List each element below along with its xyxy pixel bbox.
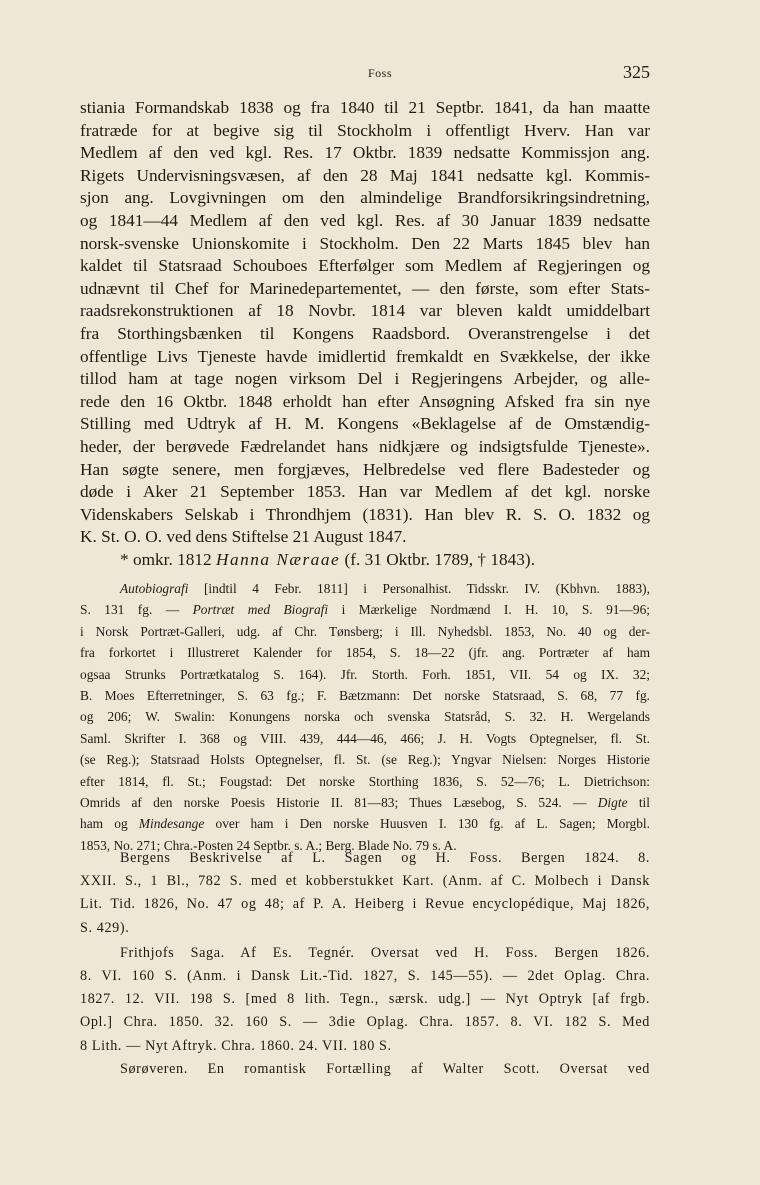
source-line: fra forkortet i Illustreret Kalender for 1854, S. 18—22 (jfr. ang. Portræter af ham — [80, 645, 650, 661]
running-header — [0, 62, 760, 86]
spouse-line — [80, 549, 650, 572]
spouse-prefix: * omkr. 1812 — [120, 549, 212, 569]
source-line: 1853, No. 271; Chra.-Posten 24 Septbr. s. A.; Berg. Blade No. 79 s. A. — [80, 837, 457, 853]
work-line: 8. VI. 160 S. (Anm. i Dansk Lit.-Tid. 1827, S. 145—55). — 2det Oplag. Chra. — [80, 968, 650, 985]
biography-line: offentlige Livs Tjeneste havde imidlertid fremkaldt en Svækkelse, der ikke — [80, 346, 650, 366]
work-line: XXII. S., 1 Bl., 782 S. med et kobberstukket Kart. (Anm. af C. Molbech i Dansk — [80, 873, 650, 890]
source-line: i Norsk Portræt-Galleri, udg. af Chr. Tønsberg; i Ill. Nyhedsbl. 1853, No. 40 og der- — [80, 623, 650, 639]
biography-line: norsk-svenske Unionskomite i Stockholm. Den 22 Marts 1845 blev han — [80, 233, 650, 253]
digte-title: Digte — [597, 795, 628, 811]
work-line: 1827. 12. VII. 198 S. [med 8 lith. Tegn., særsk. udg.] — Nyt Optryk [af frgb. — [80, 991, 650, 1008]
autobiografi-title: Autobiografi — [120, 581, 189, 596]
work-line: Opl.] Chra. 1850. 32. 160 S. — 3die Oplag. Chra. 1857. 8. VI. 182 S. Med — [80, 1014, 650, 1031]
biography-line: raadsrekonstruktionen af 18 Novbr. 1814 var bleven kaldt umiddelbart — [80, 301, 650, 321]
biography-line: udnævnt til Chef for Marinedepartementet, — den første, som efter Stats- — [80, 278, 650, 298]
biography-line: K. St. O. O. ved dens Stiftelse 21 August 1847. — [80, 527, 407, 547]
source-line: ham og Mindesange over ham i Den norske Huusven I. 130 fg. af L. Sagen; Morgbl. — [80, 816, 651, 832]
source-line: Autobiografi [indtil 4 Febr. 1811] i Personalhist. Tidsskr. IV. (Kbhvn. 1883), — [120, 581, 650, 596]
work-entry-bergens-beskrivelse: Bergens Beskrivelse af L. Sagen og H. Foss. Bergen 1824. 8. — [120, 850, 650, 866]
work-line: S. 429). — [80, 919, 130, 936]
work-line: 8 Lith. — Nyt Aftryk. Chra. 1860. 24. VII. 180 S. — [80, 1037, 392, 1054]
biography-line: Videnskabers Selskab i Throndhjem (1831). Han blev R. S. O. 1832 og — [80, 504, 650, 524]
source-line: Saml. Skrifter I. 368 og VIII. 439, 444—46, 466; J. H. Vogts Optegnelser, fl. St. — [80, 730, 650, 746]
source-line: ogsaa Strunks Portrætkatalog S. 164). Jfr. Storth. Forh. 1851, VII. 54 og IX. 32; — [80, 666, 650, 682]
biography-text — [80, 97, 650, 571]
source-line: S. 131 fg. — Portræt med Biografi i Mærkelige Nordmænd I. H. 10, S. 91—96; — [80, 602, 650, 618]
biography-line: fratræde for at begive sig til Stockholm i offentligt Hverv. Han var — [80, 120, 650, 140]
biography-line: stiania Formandskab 1838 og fra 1840 til 21 Septbr. 1841, da han maatte — [80, 98, 650, 117]
work-entry-soroveren: Sørøveren. En romantisk Fortælling af Walter Scott. Oversat ved — [120, 1060, 650, 1077]
biography-line: heder, der berøvede Fædrelandet hans nidkjære og indsigtsfulde Tjeneste». — [80, 436, 650, 456]
spouse-name: Hanna Næraae — [216, 549, 341, 569]
source-line: og 206; W. Swalin: Konungens norska och svenska Statsråd, S. 32. H. Wergelands — [80, 709, 650, 725]
sources-note — [80, 578, 650, 856]
mindesange-title: Mindesange — [138, 816, 205, 832]
biography-line: tillod ham at tage nogen virksom Del i Regjeringens Arbejder, og alle- — [80, 369, 650, 389]
works-list — [80, 847, 650, 1081]
portrait-title: Portræt med Biografi — [192, 602, 329, 618]
biography-line: Han søgte senere, men forgjæves, Helbredelse ved flere Badesteder og — [80, 459, 650, 479]
biography-line: Medlem af den ved kgl. Res. 17 Oktbr. 1839 nedsatte Kommissjon ang. — [80, 143, 650, 163]
spouse-dates: (f. 31 Oktbr. 1789, † 1843). — [344, 549, 536, 569]
biography-line: kaldet til Statsraad Schouboes Efterfølger som Medlem af Regjeringen og — [80, 256, 650, 276]
work-line: Lit. Tid. 1826, No. 47 og 48; af P. A. Heiberg i Revue encyclopédique, Maj 1826, — [80, 896, 650, 913]
source-line: B. Moes Efterretninger, S. 63 fg.; F. Bætzmann: Det norske Statsraad, S. 68, 77 fg. — [80, 688, 650, 704]
source-line: efter 1814, fl. St.; Fougstad: Det norske Storthing 1836, S. 52—76; L. Dietrichson: — [80, 773, 650, 789]
running-title: Foss — [367, 66, 392, 80]
biography-line: og 1841—44 Medlem af den ved kgl. Res. af 30 Januar 1839 nedsatte — [80, 210, 650, 230]
biography-line: Stilling med Udtryk af H. M. Kongens «Beklagelse af de Omstændig- — [80, 414, 650, 434]
source-line: (se Reg.); Statsraad Holsts Optegnelser, fl. St. (se Reg.); Yngvar Nielsen: Norges Historie — [80, 752, 650, 768]
biography-line: sjon ang. Lovgivningen om den almindelige Brandforsikringsindretning, — [80, 188, 650, 208]
page-number: 325 — [623, 62, 650, 82]
source-line: Omrids af den norske Poesis Historie II. 81—83; Thues Læsebog, S. 524. — Digte til — [80, 795, 650, 811]
biography-line: Rigets Undervisningsvæsen, af den 28 Maj 1841 nedsatte kgl. Kommis- — [80, 165, 650, 185]
work-entry-frithjofs-saga: Frithjofs Saga. Af Es. Tegnér. Oversat ved H. Foss. Bergen 1826. — [120, 944, 650, 961]
biography-line: fra Storthingsbænken til Kongens Raadsbord. Overanstrengelse i det — [80, 323, 650, 343]
biography-line: døde i Aker 21 September 1853. Han var Medlem af det kgl. norske — [80, 482, 650, 502]
biography-line: rede den 16 Oktbr. 1848 erholdt han efter Ansøgning Afsked fra sin nye — [80, 391, 650, 411]
